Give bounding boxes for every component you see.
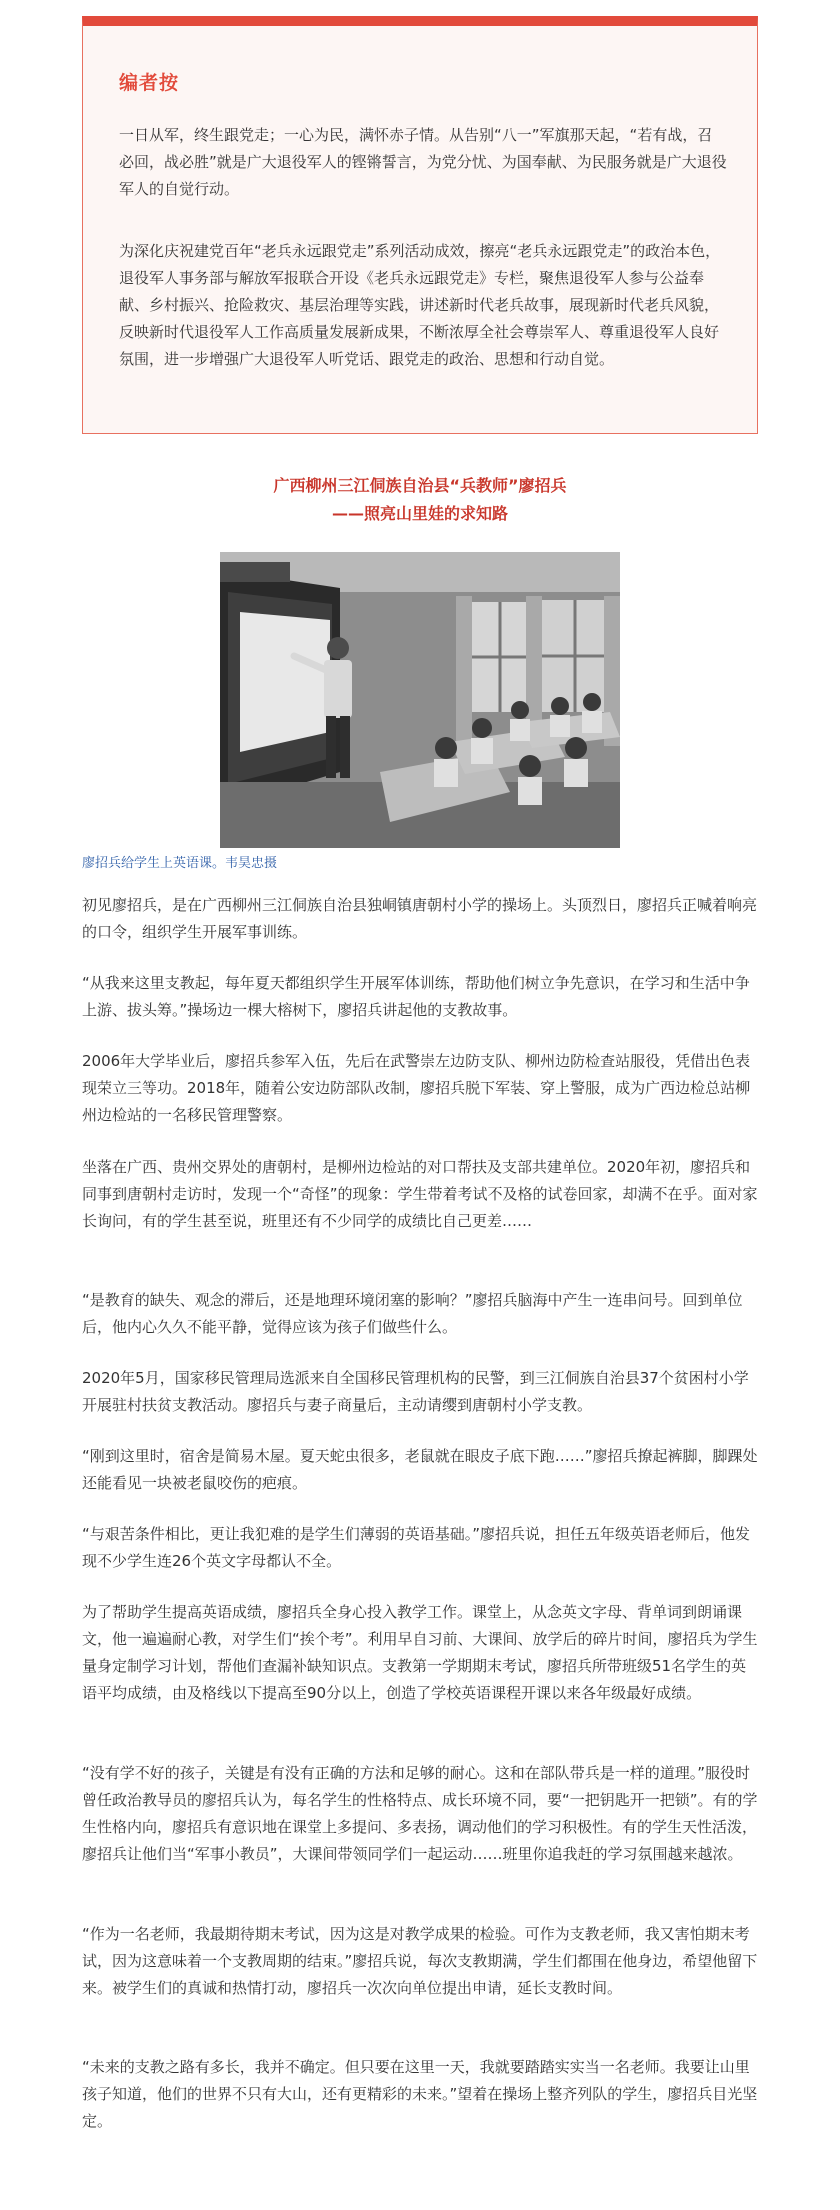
- article-paragraph: “作为一名老师，我最期待期末考试，因为这是对教学成果的检验。可作为支教老师，我又害怕期末考试，因为这意味着一个支教周期的结束。”廖招兵说，每次支教期满，学生们都围在他身边，希望他留下来。被学生们的真诚和热情打动，廖招兵一次次向单位提出申请，延长支教时间。: [82, 1925, 758, 1997]
- article-paragraph: “刚到这里时，宿舍是简易木屋。夏天蛇虫很多，老鼠就在眼皮子底下跑……”廖招兵撩起裤脚，脚踝处还能看见一块被老鼠咬伤的疤痕。: [82, 1447, 758, 1492]
- article-paragraph: 2020年5月，国家移民管理局选派来自全国移民管理机构的民警，到三江侗族自治县37个贫困村小学开展驻村扶贫支教活动。廖招兵与妻子商量后，主动请缨到唐朝村小学支教。: [82, 1369, 749, 1414]
- article-paragraph: 初见廖招兵，是在广西柳州三江侗族自治县独峒镇唐朝村小学的操场上。头顶烈日，廖招兵正喊着响亮的口令，组织学生开展军事训练。: [82, 896, 758, 941]
- article-paragraph: “没有学不好的孩子，关键是有没有正确的方法和足够的耐心。这和在部队带兵是一样的道理。”服役时曾任政治教导员的廖招兵认为，每名学生的性格特点、成长环境不同，要“一把钥匙开一把锁”。有的学生性格内向，廖招兵有意识地在课堂上多提问、多表扬，调动他们的学习积极性。有的学生天性活泼，廖招兵让他们当“军事小教员”，大课间带领同学们一起运动……班里你追我赶的学习氛围越来越浓。: [82, 1764, 758, 1863]
- article-headline: 广西柳州三江侗族自治县“兵教师”廖招兵: [273, 476, 567, 495]
- article-paragraph: 2006年大学毕业后，廖招兵参军入伍，先后在武警崇左边防支队、柳州边防检查站服役，凭借出色表现荣立三等功。2018年，随着公安边防部队改制，廖招兵脱下军装、穿上警服，成为广西边检总站柳州边检站的一名移民管理警察。: [82, 1052, 751, 1124]
- article-paragraph: “与艰苦条件相比，更让我犯难的是学生们薄弱的英语基础。”廖招兵说，担任五年级英语老师后，他发现不少学生连26个英文字母都认不全。: [82, 1525, 751, 1570]
- article-paragraph: 坐落在广西、贵州交界处的唐朝村，是柳州边检站的对口帮扶及支部共建单位。2020年初，廖招兵和同事到唐朝村走访时，发现一个“奇怪”的现象：学生带着考试不及格的试卷回家，却满不在乎。面对家长询问，有的学生甚至说，班里还有不少同学的成绩比自己更差……: [82, 1158, 758, 1230]
- article-paragraph: “从我来这里支教起，每年夏天都组织学生开展军体训练，帮助他们树立争先意识，在学习和生活中争上游、拔头筹。”操场边一棵大榕树下，廖招兵讲起他的支教故事。: [82, 974, 750, 1019]
- article-paragraph: “未来的支教之路有多长，我并不确定。但只要在这里一天，我就要踏踏实实当一名老师。我要让山里孩子知道，他们的世界不只有大山，还有更精彩的未来。”望着在操场上整齐列队的学生，廖招兵目光坚定。: [82, 2058, 758, 2130]
- photo-caption: 廖招兵给学生上英语课。韦昊忠摄: [82, 856, 278, 871]
- editor-note-paragraph: 为深化庆祝建党百年“老兵永远跟党走”系列活动成效，擦亮“老兵永远跟党走”的政治本色，退役军人事务部与解放军报联合开设《老兵永远跟党走》专栏，聚焦退役军人参与公益奉献、乡村振兴、抢险救灾、基层治理等实践，讲述新时代老兵故事，展现新时代老兵风貌，反映新时代退役军人工作高质量发展新成果，不断浓厚全社会尊崇军人、尊重退役军人良好氛围，进一步增强广大退役军人听党话、跟党走的政治、思想和行动自觉。: [119, 242, 721, 368]
- article-paragraph: “是教育的缺失、观念的滞后，还是地理环境闭塞的影响？”廖招兵脑海中产生一连串问号。回到单位后，他内心久久不能平静，觉得应该为孩子们做些什么。: [82, 1291, 743, 1336]
- article-paragraph: 为了帮助学生提高英语成绩，廖招兵全身心投入教学工作。课堂上，从念英文字母、背单词到朗诵课文，他一遍遍耐心教，对学生们“挨个考”。利用早自习前、大课间、放学后的碎片时间，廖招兵为学生量身定制学习计划，帮他们查漏补缺知识点。支教第一学期期末考试，廖招兵所带班级51名学生的英语平均成绩，由及格线以下提高至90分以上，创造了学校英语课程开课以来各年级最好成绩。: [82, 1603, 758, 1702]
- article-subheadline: ——照亮山里娃的求知路: [331, 504, 508, 523]
- editor-note-paragraph: 一日从军，终生跟党走；一心为民，满怀赤子情。从告别“八一”军旗那天起，“若有战，召必回，战必胜”就是广大退役军人的铿锵誓言，为党分忧、为国奉献、为民服务就是广大退役军人的自觉行动。: [119, 126, 727, 198]
- editor-note-title: 编者按: [119, 72, 180, 94]
- classroom-photo: [220, 552, 620, 848]
- editor-note-box: [82, 16, 758, 434]
